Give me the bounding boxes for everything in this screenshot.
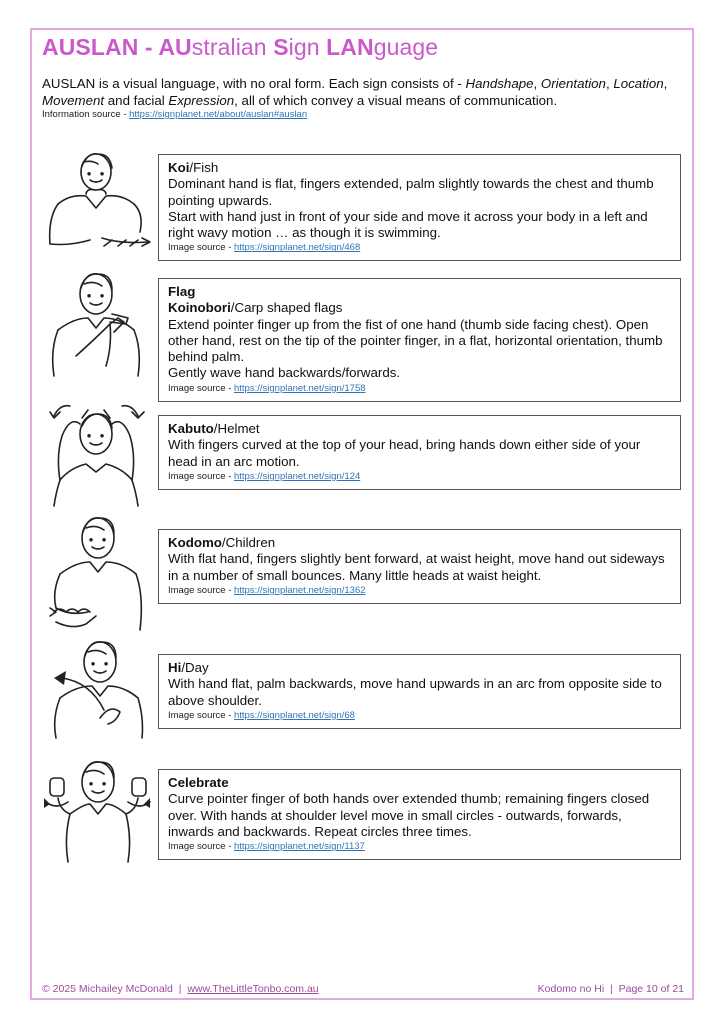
website-link[interactable]: www.TheLittleTonbo.com.au — [187, 983, 319, 995]
sign-card-kodomo — [158, 529, 681, 604]
sign-description: Curve pointer finger of both hands over extended thumb; remaining fingers closed over. With hands at shoulder level move in small circles - outwards, forwards, inwards and backwards. Repeat circles three times. — [168, 791, 650, 839]
image-source: Image source - https://signplanet.net/sign/468 — [168, 242, 361, 254]
image-source-link[interactable]: https://signplanet.net/sign/1137 — [234, 841, 365, 853]
image-source: Image source - https://signplanet.net/sign/1758 — [168, 382, 366, 394]
sign-description: With hand flat, palm backwards, move hand upwards in an arc from opposite side to above shoulder. — [168, 676, 662, 708]
copyright-text: © 2025 Michailey McDonald — [42, 983, 173, 995]
sign-card-koi — [158, 154, 681, 261]
sign-description: Dominant hand is flat, fingers extended, palm slightly towards the chest and thumb pointing upwards. — [168, 176, 654, 208]
footer-left — [42, 983, 319, 995]
sign-description: Gently wave hand backwards/forwards. — [168, 365, 401, 381]
footer-divider: | — [610, 983, 613, 995]
image-source: Image source - https://signplanet.net/sign/68 — [168, 709, 355, 721]
sign-description: With flat hand, fingers slightly bent forward, at waist height, move hand out sideways in a number of small bounces. Many little heads at waist height. — [168, 551, 665, 583]
kabuto-sign-illustration — [40, 396, 152, 512]
sign-heading: Kabuto/Helmet — [168, 421, 260, 436]
sign-card-hi — [158, 654, 681, 729]
image-source-link[interactable]: https://signplanet.net/sign/124 — [234, 470, 361, 482]
koi-sign-illustration — [40, 148, 152, 258]
sign-card-flag — [158, 278, 681, 402]
sign-heading: Kodomo/Children — [168, 535, 276, 550]
document-title: Kodomo no Hi — [537, 983, 605, 995]
hi-sign-illustration — [40, 638, 152, 742]
image-source-link[interactable]: https://signplanet.net/sign/1758 — [234, 382, 366, 394]
sign-subheading: Koinobori/Carp shaped flags — [168, 300, 343, 316]
sign-heading: Flag — [168, 284, 196, 299]
footer-divider: | — [178, 983, 182, 995]
kodomo-sign-illustration — [40, 512, 152, 636]
image-source-link[interactable]: https://signplanet.net/sign/1362 — [234, 584, 366, 596]
sign-card-kabuto — [158, 415, 681, 490]
sign-description: Extend pointer finger up from the fist of one hand (thumb side facing chest). Open other hand, rest on the tip of the pointer finger, in a flat, horizontal orientation, thumb behind palm. — [168, 316, 663, 365]
sign-card-celebrate — [158, 769, 681, 860]
image-source-link[interactable]: https://signplanet.net/sign/68 — [234, 709, 355, 721]
image-source: Image source - https://signplanet.net/sign/124 — [168, 470, 361, 482]
image-source-link[interactable]: https://signplanet.net/sign/468 — [234, 242, 361, 254]
intro-paragraph: AUSLAN is a visual language, with no oral form. Each sign consists of - Handshape, Orientation, Location, Movement and facial Expression, all of which convey a visual means of communication. Information source - https://signplanet.net/about/auslan#auslan — [42, 76, 687, 121]
intro-source: Information source - https://signplanet.net/about/auslan#auslan — [42, 109, 308, 120]
sign-description: Start with hand just in front of your side and move it across your body in a left and right wavy motion … as though it is swimming. — [168, 208, 648, 241]
intro-source-link[interactable]: https://signplanet.net/about/auslan#auslan — [129, 109, 308, 120]
image-source: Image source - https://signplanet.net/sign/1137 — [168, 841, 365, 853]
image-source: Image source - https://signplanet.net/sign/1362 — [168, 584, 366, 596]
sign-heading: Koi/Fish — [168, 160, 219, 175]
sign-heading: Celebrate — [168, 775, 229, 790]
page-number: Page 10 of 21 — [618, 983, 684, 995]
celebrate-sign-illustration — [40, 758, 152, 864]
footer-right — [538, 983, 684, 995]
sign-description: With fingers curved at the top of your head, bring hands down either side of your head in an arc motion. — [168, 437, 641, 469]
page-title: AUSLAN - AUstralian Sign LANguage — [42, 34, 439, 60]
sign-heading: Hi/Day — [168, 660, 209, 675]
flag-sign-illustration — [40, 266, 152, 394]
